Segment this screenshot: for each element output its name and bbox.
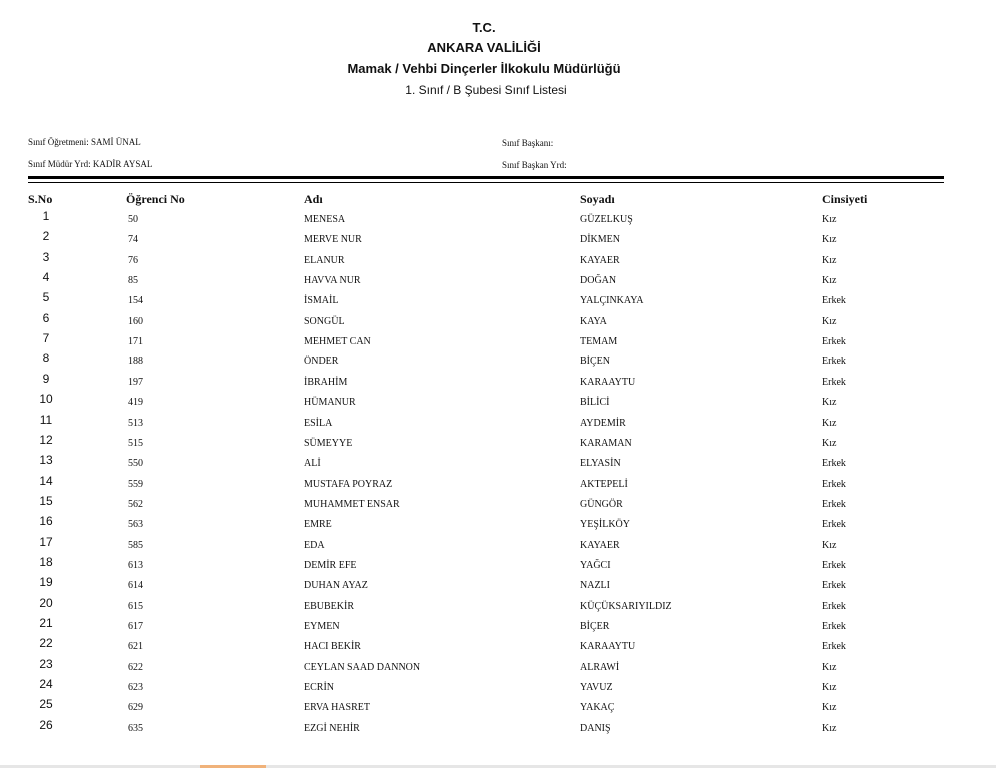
row-student-no: 50 [128, 214, 138, 225]
table-row [0, 658, 996, 678]
row-name: MUHAMMET ENSAR [304, 498, 400, 510]
row-gender: Kız [822, 539, 837, 551]
header-divider-thick [28, 176, 944, 179]
table-row [0, 617, 996, 637]
table-row [0, 373, 996, 393]
row-sno: 10 [39, 392, 53, 407]
row-sno: 1 [42, 209, 50, 223]
row-gender: Kız [822, 214, 837, 225]
table-row [0, 332, 996, 352]
row-sno: 8 [42, 351, 50, 366]
row-student-no: 621 [128, 641, 143, 653]
table-row [0, 576, 996, 596]
row-name: ELANUR [304, 254, 345, 266]
row-sno: 16 [39, 514, 53, 529]
table-row [0, 454, 996, 474]
row-student-no: 419 [128, 397, 143, 409]
row-gender: Erkek [822, 478, 846, 490]
row-sno: 6 [42, 310, 50, 325]
row-surname: AKTEPELİ [580, 478, 628, 490]
row-student-no: 171 [128, 336, 143, 348]
row-sno: 3 [42, 249, 50, 264]
row-name: SONGÜL [304, 315, 345, 327]
table-row [0, 210, 996, 230]
row-surname: YAVUZ [580, 682, 613, 694]
row-gender: Erkek [822, 641, 846, 653]
table-row [0, 698, 996, 718]
row-student-no: 154 [128, 295, 143, 307]
row-sno: 15 [39, 493, 53, 508]
row-sno: 2 [42, 229, 50, 244]
row-surname: DİKMEN [580, 234, 620, 246]
row-surname: KÜÇÜKSARIYILDIZ [580, 600, 672, 612]
row-sno: 22 [39, 636, 53, 651]
row-student-no: 623 [128, 682, 143, 694]
col-header-name: Adı [304, 192, 323, 206]
row-gender: Erkek [822, 621, 846, 632]
row-surname: GÜZELKUŞ [580, 214, 633, 225]
row-student-no: 559 [128, 478, 143, 490]
row-sno: 5 [42, 290, 50, 305]
row-surname: BİÇEN [580, 356, 610, 368]
table-row [0, 251, 996, 271]
row-name: ESİLA [304, 417, 333, 429]
row-name: DUHAN AYAZ [304, 580, 368, 592]
row-sno: 21 [39, 616, 53, 630]
header-divider-thin [28, 182, 944, 183]
row-student-no: 76 [128, 254, 138, 266]
row-gender: Erkek [822, 580, 846, 592]
row-gender: Erkek [822, 498, 846, 510]
table-row [0, 414, 996, 434]
row-name: HAVVA NUR [304, 275, 361, 287]
row-sno: 26 [39, 717, 53, 732]
row-name: SÜMEYYE [304, 437, 353, 449]
table-row [0, 597, 996, 617]
row-student-no: 635 [128, 722, 143, 734]
header-school: Mamak / Vehbi Dinçerler İlkokulu Müdürlüğü [347, 61, 621, 76]
row-name: EZGİ NEHİR [304, 722, 360, 734]
row-surname: BİÇER [580, 621, 610, 632]
row-sno: 20 [39, 595, 53, 610]
table-row [0, 495, 996, 515]
row-gender: Kız [822, 661, 837, 673]
table-row [0, 291, 996, 311]
header-governorship: ANKARA VALİLİĞİ [427, 40, 541, 55]
row-sno: 4 [42, 270, 50, 285]
row-student-no: 85 [128, 275, 138, 287]
row-surname: KAYAER [580, 539, 620, 551]
row-name: MEHMET CAN [304, 336, 371, 348]
row-name: CEYLAN SAAD DANNON [304, 661, 421, 673]
row-gender: Erkek [822, 519, 846, 531]
row-surname: ALRAWİ [580, 661, 620, 673]
row-sno: 25 [39, 697, 53, 712]
row-sno: 13 [39, 453, 53, 468]
row-student-no: 629 [128, 702, 143, 714]
row-student-no: 550 [128, 458, 143, 470]
row-name: HÜMANUR [304, 397, 356, 409]
table-row [0, 434, 996, 454]
table-row [0, 475, 996, 495]
row-gender: Erkek [822, 376, 846, 388]
row-name: İBRAHİM [304, 376, 348, 388]
row-gender: Kız [822, 437, 837, 449]
row-surname: KAYAER [580, 254, 620, 266]
table-row [0, 352, 996, 372]
row-sno: 11 [39, 412, 53, 427]
row-student-no: 513 [128, 417, 143, 429]
table-row [0, 637, 996, 657]
row-surname: YAĞCI [580, 559, 611, 571]
teacher-info: Sınıf Öğretmeni: SAMİ ÜNAL [28, 137, 141, 147]
row-sno: 12 [39, 432, 53, 447]
table-row [0, 393, 996, 413]
col-header-student-no: Öğrenci No [126, 192, 185, 206]
row-surname: YALÇINKAYA [580, 295, 644, 307]
row-gender: Kız [822, 254, 837, 266]
table-row [0, 536, 996, 556]
row-surname: KAYA [580, 315, 607, 327]
row-name: İSMAİL [304, 295, 339, 307]
row-student-no: 562 [128, 498, 143, 510]
row-surname: NAZLI [580, 580, 610, 592]
row-gender: Erkek [822, 356, 846, 368]
table-row [0, 719, 996, 739]
row-name: EMRE [304, 519, 332, 531]
row-name: HACI BEKİR [304, 641, 361, 653]
row-name: DEMİR EFE [304, 559, 357, 571]
row-student-no: 622 [128, 661, 143, 673]
row-sno: 7 [42, 331, 50, 346]
row-gender: Kız [822, 397, 837, 409]
row-surname: DANIŞ [580, 722, 611, 734]
table-row [0, 230, 996, 250]
row-surname: KARAMAN [580, 437, 632, 449]
row-name: EBUBEKİR [304, 600, 354, 612]
row-surname: KARAAYTU [580, 641, 636, 653]
row-student-no: 614 [128, 580, 143, 592]
row-student-no: 197 [128, 376, 143, 388]
row-surname: BİLİCİ [580, 397, 610, 409]
col-header-gender: Cinsiyeti [822, 192, 868, 206]
row-gender: Erkek [822, 336, 846, 348]
row-sno: 18 [39, 554, 53, 569]
header-class-list-title: 1. Sınıf / B Şubesi Sınıf Listesi [405, 83, 567, 97]
row-name: ALİ [304, 458, 321, 470]
row-gender: Kız [822, 682, 837, 694]
row-name: ERVA HASRET [304, 702, 370, 714]
row-gender: Kız [822, 702, 837, 714]
row-surname: YAKAÇ [580, 702, 615, 714]
row-name: MUSTAFA POYRAZ [304, 478, 393, 490]
row-sno: 14 [39, 473, 53, 488]
row-surname: YEŞİLKÖY [580, 519, 630, 531]
row-gender: Kız [822, 417, 837, 429]
row-gender: Erkek [822, 600, 846, 612]
row-surname: GÜNGÖR [580, 498, 623, 510]
row-name: ÖNDER [304, 356, 339, 368]
row-student-no: 188 [128, 356, 143, 368]
table-row [0, 556, 996, 576]
row-gender: Erkek [822, 559, 846, 571]
row-surname: TEMAM [580, 336, 618, 348]
row-sno: 9 [42, 371, 50, 386]
row-sno: 19 [39, 575, 53, 590]
row-surname: KARAAYTU [580, 376, 636, 388]
row-name: MERVE NUR [304, 234, 362, 246]
row-name: MENESA [304, 214, 346, 225]
col-header-surname: Soyadı [580, 192, 615, 206]
header-tc: T.C. [472, 20, 496, 35]
table-row [0, 515, 996, 535]
row-name: EDA [304, 539, 325, 551]
row-name: ECRİN [304, 682, 334, 694]
row-student-no: 617 [128, 621, 143, 632]
row-student-no: 585 [128, 539, 143, 551]
row-student-no: 563 [128, 519, 143, 531]
row-gender: Erkek [822, 295, 846, 307]
row-student-no: 74 [128, 234, 138, 246]
row-gender: Erkek [822, 458, 846, 470]
row-student-no: 160 [128, 315, 143, 327]
row-sno: 23 [39, 656, 53, 671]
row-gender: Kız [822, 234, 837, 246]
row-student-no: 515 [128, 437, 143, 449]
col-header-sno: S.No [28, 192, 53, 206]
class-vice-president-info: Sınıf Başkan Yrd: [502, 160, 567, 170]
table-row [0, 678, 996, 698]
row-gender: Kız [822, 722, 837, 734]
row-student-no: 613 [128, 559, 143, 571]
table-row [0, 271, 996, 291]
row-surname: ELYASİN [580, 458, 621, 470]
row-student-no: 615 [128, 600, 143, 612]
row-sno: 17 [39, 534, 53, 549]
row-gender: Kız [822, 315, 837, 327]
row-gender: Kız [822, 275, 837, 287]
row-surname: AYDEMİR [580, 417, 626, 429]
row-sno: 24 [39, 677, 53, 692]
assistant-principal-info: Sınıf Müdür Yrd: KADİR AYSAL [28, 159, 153, 169]
table-row [0, 312, 996, 332]
row-surname: DOĞAN [580, 275, 617, 287]
class-president-info: Sınıf Başkanı: [502, 138, 554, 148]
row-name: EYMEN [304, 621, 340, 632]
